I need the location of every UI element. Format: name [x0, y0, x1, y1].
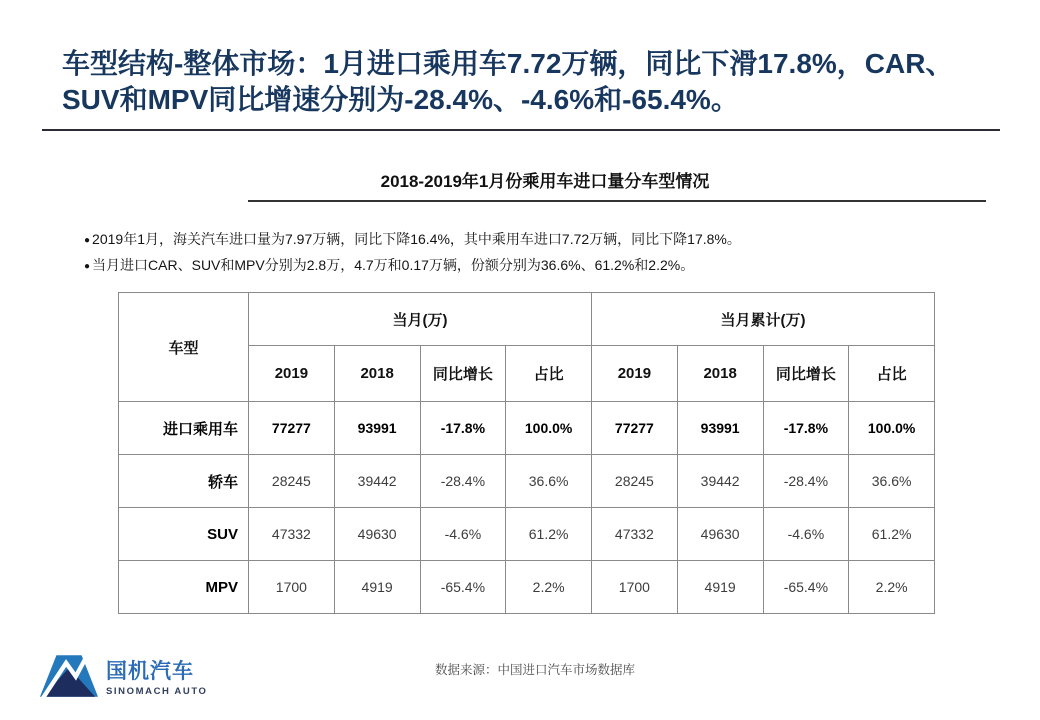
bullet-item: [84, 227, 964, 253]
cell: 2.2%: [849, 561, 935, 614]
col-header-vehicle-type: 车型: [119, 293, 249, 402]
table-caption-divider: [248, 200, 986, 202]
cell: 100.0%: [506, 402, 592, 455]
cell: 28245: [592, 455, 678, 508]
bullet-item: [84, 253, 964, 279]
col-group-cumulative: 当月累计(万): [592, 293, 935, 346]
cell: -17.8%: [420, 402, 506, 455]
slide-title: 车型结构-整体市场：1月进口乘用车7.72万辆，同比下滑17.8%，CAR、SUV和MPV同比增速分别为-28.4%、-4.6%和-65.4%。: [62, 48, 954, 115]
cell: 4919: [334, 561, 420, 614]
logo-name-en: SINOMACH AUTO: [106, 685, 208, 697]
data-source-note: 数据来源：中国进口汽车市场数据库: [434, 663, 635, 677]
cell: 39442: [677, 455, 763, 508]
row-label: 轿车: [119, 455, 249, 508]
row-label: MPV: [119, 561, 249, 614]
row-label: SUV: [119, 508, 249, 561]
cell: 49630: [677, 508, 763, 561]
cell: 36.6%: [506, 455, 592, 508]
bullet-icon: ●: [84, 261, 91, 272]
cell: 93991: [677, 402, 763, 455]
cell: 28245: [249, 455, 335, 508]
col-header-yoy: 同比增长: [763, 346, 849, 402]
col-header-yoy: 同比增长: [420, 346, 506, 402]
bullet-text: 当月进口CAR、SUV和MPV分别为2.8万，4.7万和0.17万辆，份额分别为36.6%、61.2%和2.2%。: [92, 257, 695, 273]
cell: 1700: [592, 561, 678, 614]
bullet-text: 2019年1月，海关汽车进口量为7.97万辆，同比下降16.4%，其中乘用车进口7.72万辆，同比下降17.8%。: [92, 231, 741, 247]
table-row-imported-passenger-cars: [119, 402, 935, 455]
cell: 61.2%: [506, 508, 592, 561]
logo-name-cn: 国机汽车: [106, 659, 194, 683]
col-header-2019: 2019: [592, 346, 678, 402]
cell: -28.4%: [763, 455, 849, 508]
cell: 47332: [249, 508, 335, 561]
col-header-2019: 2019: [249, 346, 335, 402]
cell: -28.4%: [420, 455, 506, 508]
table-header-group-row: [119, 293, 935, 346]
cell: 2.2%: [506, 561, 592, 614]
cell: 1700: [249, 561, 335, 614]
col-group-current-month: 当月(万): [249, 293, 592, 346]
cell: 4919: [677, 561, 763, 614]
bullet-list: [84, 227, 964, 279]
cell: 49630: [334, 508, 420, 561]
cell: -17.8%: [763, 402, 849, 455]
cell: 47332: [592, 508, 678, 561]
cell: 77277: [249, 402, 335, 455]
bullet-icon: ●: [84, 235, 91, 246]
cell: -4.6%: [420, 508, 506, 561]
import-volume-table: [118, 292, 935, 614]
cell: 93991: [334, 402, 420, 455]
cell: 77277: [592, 402, 678, 455]
cell: 36.6%: [849, 455, 935, 508]
row-label: 进口乘用车: [119, 402, 249, 455]
cell: -4.6%: [763, 508, 849, 561]
col-header-2018: 2018: [334, 346, 420, 402]
table-row-sedan: [119, 455, 935, 508]
cell: 100.0%: [849, 402, 935, 455]
cell: 61.2%: [849, 508, 935, 561]
col-header-share: 占比: [506, 346, 592, 402]
table-row-mpv: [119, 561, 935, 614]
cell: 39442: [334, 455, 420, 508]
title-divider: [42, 129, 1000, 131]
col-header-2018: 2018: [677, 346, 763, 402]
col-header-share: 占比: [849, 346, 935, 402]
table-caption: 2018-2019年1月份乘用车进口量分车型情况: [380, 172, 710, 191]
cell: -65.4%: [420, 561, 506, 614]
cell: -65.4%: [763, 561, 849, 614]
table-row-suv: [119, 508, 935, 561]
